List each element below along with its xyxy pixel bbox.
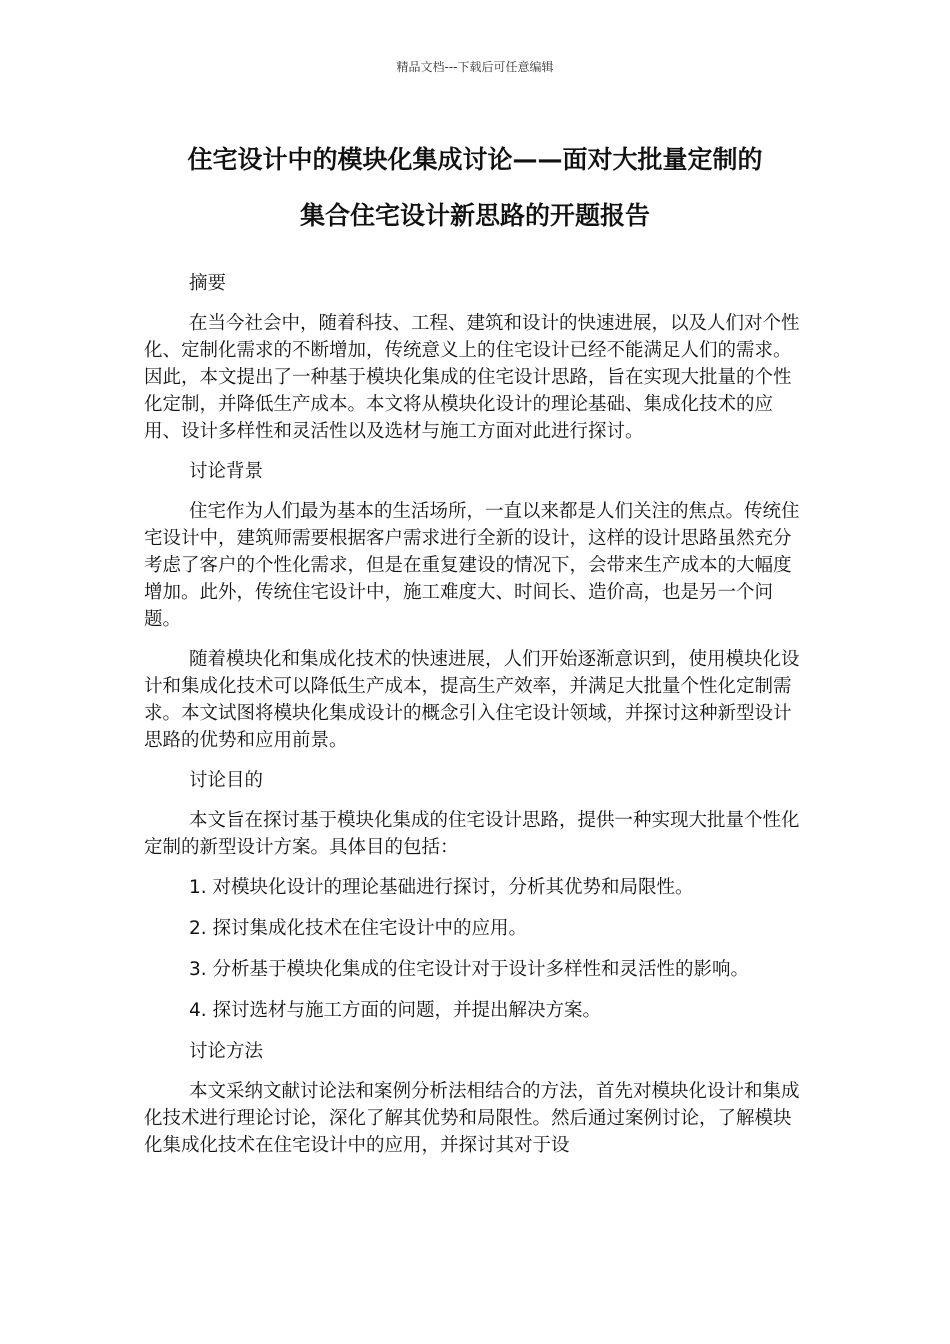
purpose-list-item: 4. 探讨选材与施工方面的问题，并提出解决方案。 xyxy=(189,1000,602,1021)
abstract-paragraph: 在当今社会中，随着科技、工程、建筑和设计的快速进展，以及人们对个性化、定制化需求的不断增加，传统意义上的住宅设计已经不能满足人们的需求。因此，本文提出了一种基于模块化集成的住宅设计思路，旨在实现大批量的个性化定制，并降低生产成本。本文将从模块化设计的理论基础、集成化技术的应用、设计多样性和灵活性以及选材与施工方面对此进行探讨。 xyxy=(144,313,800,442)
method-heading: 讨论方法 xyxy=(189,1041,264,1062)
abstract-heading: 摘要 xyxy=(189,273,227,294)
purpose-list-item: 3. 分析基于模块化集成的住宅设计对于设计多样性和灵活性的影响。 xyxy=(189,959,750,980)
document-body xyxy=(144,270,808,1172)
background-paragraph-2: 随着模块化和集成化技术的快速进展，人们开始逐渐意识到，使用模块化设计和集成化技术可以降低生产成本，提高生产效率，并满足大批量个性化定制需求。本文试图将模块化集成设计的概念引入住宅设计领域，并探讨这种新型设计思路的优势和应用前景。 xyxy=(144,649,800,751)
purpose-heading: 讨论目的 xyxy=(189,770,264,791)
background-heading: 讨论背景 xyxy=(189,461,264,482)
purpose-list-item: 2. 探讨集成化技术在住宅设计中的应用。 xyxy=(189,918,528,939)
purpose-list-item: 1. 对模块化设计的理论基础进行探讨，分析其优势和局限性。 xyxy=(189,877,694,898)
document-title-line-2: 集合住宅设计新思路的开题报告 xyxy=(299,201,650,230)
method-paragraph: 本文采纳文献讨论法和案例分析法相结合的方法，首先对模块化设计和集成化技术进行理论讨论，深化了解其优势和局限性。然后通过案例讨论，了解模块化集成化技术在住宅设计中的应用，并探讨其对于设 xyxy=(144,1081,800,1156)
purpose-paragraph: 本文旨在探讨基于模块化集成的住宅设计思路，提供一种实现大批量个性化定制的新型设计方案。具体目的包括： xyxy=(144,810,800,858)
header-note: 精品文档---下载后可任意编辑 xyxy=(396,60,554,74)
document-title-line-1: 住宅设计中的模块化集成讨论——面对大批量定制的 xyxy=(187,145,763,174)
background-paragraph-1: 住宅作为人们最为基本的生活场所，一直以来都是人们关注的焦点。传统住宅设计中，建筑师需要根据客户需求进行全新的设计，这样的设计思路虽然充分考虑了客户的个性化需求，但是在重复建设的情况下，会带来生产成本的大幅度增加。此外，传统住宅设计中，施工难度大、时间长、造价高，也是另一个问题。 xyxy=(144,501,800,630)
